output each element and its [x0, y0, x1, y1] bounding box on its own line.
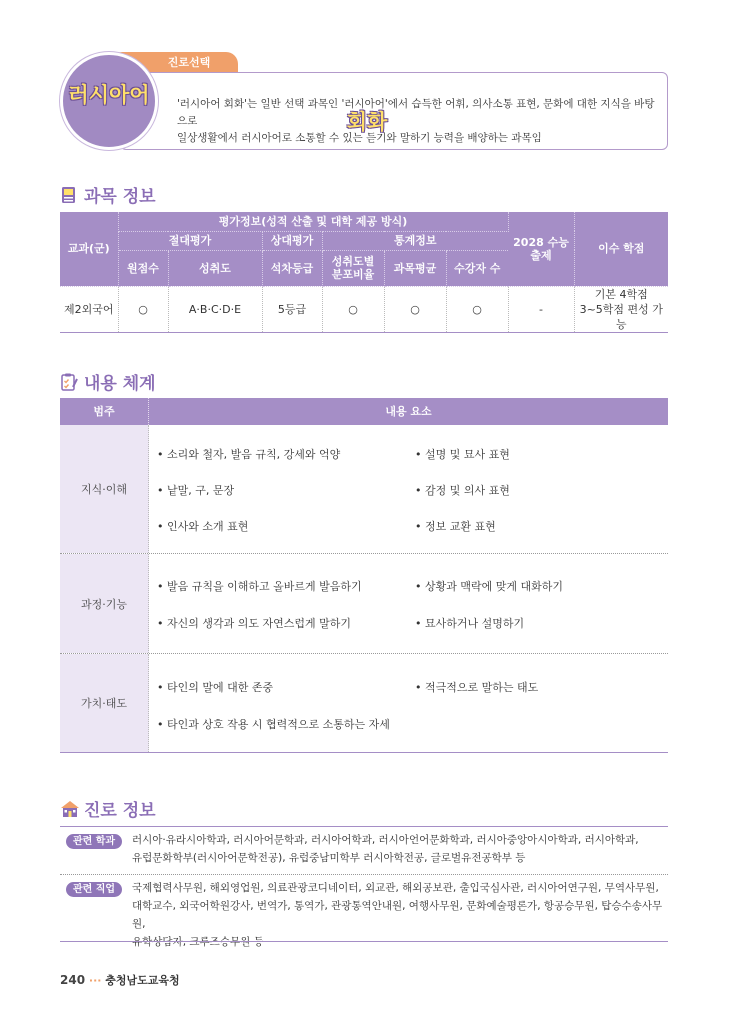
header-rank-grade: 석차등급	[262, 250, 322, 286]
course-info-heading	[60, 182, 156, 207]
cell-subject-group: 제2외국어	[60, 286, 118, 332]
header-content: 내용 요소	[385, 405, 432, 418]
content-item: • 감정 및 의사 표현	[415, 484, 510, 497]
course-info-table	[60, 212, 668, 333]
description-line-2: 일상생활에서 러시아어로 소통할 수 있는 듣기와 말하기 능력을 배양하는 과목임	[177, 132, 542, 144]
related-jobs	[60, 874, 668, 948]
content-item: • 타인과 상호 작용 시 협력적으로 소통하는 자세	[157, 718, 390, 731]
category-label: 가치·태도	[60, 654, 149, 752]
course-title-line-2: 회화	[346, 110, 388, 134]
school-icon	[60, 800, 78, 818]
header-achievement-dist: 성취도별 분포비율	[322, 250, 384, 286]
header-num-students: 수강자 수	[446, 250, 508, 286]
cell-achievement: A·B·C·D·E	[168, 286, 262, 332]
content-table-header	[60, 398, 668, 425]
related-dept-badge: 관련 학과	[66, 834, 122, 849]
header-subject-group: 교과(군)	[60, 212, 118, 286]
book-icon	[60, 186, 78, 204]
content-item: • 소리와 철자, 발음 규칙, 강세와 억양	[157, 448, 341, 461]
content-item: • 낱말, 구, 문장	[157, 484, 235, 497]
related-job-badge: 관련 직업	[66, 882, 122, 897]
publisher: 충청남도교육청	[105, 974, 180, 987]
content-item: • 자신의 생각과 의도 자연스럽게 말하기	[157, 617, 352, 630]
related-departments	[60, 826, 668, 872]
header-subject-avg: 과목평균	[384, 250, 446, 286]
page-number: 240	[60, 973, 86, 987]
content-row-process	[60, 554, 668, 654]
course-title-line-1: 러시아어	[68, 83, 150, 107]
content-item: • 발음 규칙을 이해하고 올바르게 발음하기	[157, 580, 362, 593]
content-item: • 적극적으로 말하는 태도	[415, 681, 539, 694]
description-line-1: '러시아어 회화'는 일반 선택 과목인 '러시아어'에서 습득한 어휘, 의사소통 표현, 문화에 대한 지식을 바탕으로	[177, 98, 655, 127]
course-type-tag: 진로선택	[112, 52, 238, 76]
cell-num-students: ○	[446, 286, 508, 332]
header-category: 범주	[60, 398, 149, 425]
content-system-heading	[60, 369, 156, 394]
cell-subject-avg: ○	[384, 286, 446, 332]
content-item: • 묘사하거나 설명하기	[415, 617, 525, 630]
cell-raw-score: ○	[118, 286, 168, 332]
category-label: 지식·이해	[60, 425, 149, 553]
cell-credits: 기본 4학점 3~5학점 편성 가능	[574, 286, 668, 332]
category-label: 과정·기능	[60, 554, 149, 653]
content-item: • 타인의 말에 대한 존중	[157, 681, 274, 694]
course-info-title: 과목 정보	[84, 187, 156, 207]
content-item: • 정보 교환 표현	[415, 520, 496, 533]
career-info-heading	[60, 796, 156, 821]
header-achievement: 성취도	[168, 250, 262, 286]
content-item: • 설명 및 묘사 표현	[415, 448, 510, 461]
content-row-values	[60, 654, 668, 753]
related-job-text: 국제협력사무원, 해외영업원, 의료관광코디네이터, 외교관, 해외공보관, 출입국심사관, 러시아어연구원, 무역사무원, 대학교수, 외국어학원강사, 번역가, 통역가, 관광통역안내원, 여행사무원, 문화예술평론가, 항공승무원, 탑승수송사무원, 유학상담자, 크루즈승무원 등	[132, 882, 663, 948]
footer-separator: ···	[88, 974, 102, 987]
content-system-title: 내용 체계	[84, 374, 156, 394]
career-info-title: 진로 정보	[84, 801, 156, 821]
content-system-table	[60, 398, 668, 753]
content-row-knowledge	[60, 425, 668, 554]
cell-rank-grade: 5등급	[262, 286, 322, 332]
divider	[60, 941, 668, 942]
header-eval-info: 평가정보(성적 산출 및 대학 제공 방식)	[118, 212, 508, 231]
cell-achievement-dist: ○	[322, 286, 384, 332]
header-relative: 상대평가	[262, 231, 322, 250]
header-csat: 2028 수능 출제	[508, 212, 574, 286]
content-item: • 상황과 맥락에 맞게 대화하기	[415, 580, 564, 593]
cell-csat: -	[508, 286, 574, 332]
header-credits: 이수 학점	[574, 212, 668, 286]
content-item: • 인사와 소개 표현	[157, 520, 249, 533]
page-footer	[60, 972, 180, 988]
checklist-icon	[60, 373, 78, 391]
header-raw-score: 원점수	[118, 250, 168, 286]
header-stats: 통계정보	[322, 231, 508, 250]
header-absolute: 절대평가	[118, 231, 262, 250]
related-dept-text: 러시아·유라시아학과, 러시아어문학과, 러시아어학과, 러시아언어문화학과, 러시아중앙아시아학과, 러시아학과, 유럽문화학부(러시아어문학전공), 유럽중남미학부 러시아학전공, 글로벌유전공학부 등	[132, 834, 639, 864]
